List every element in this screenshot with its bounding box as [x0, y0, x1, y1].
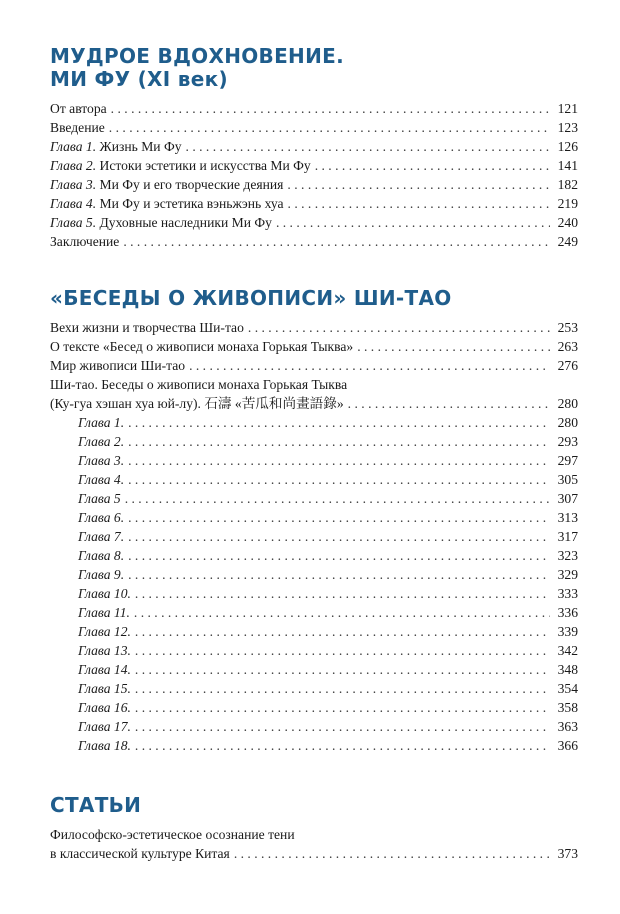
toc-entry-row [50, 394, 578, 413]
chapter-number: Глава 3. [78, 453, 125, 468]
toc-entry-label-line2: в классической культуре Китая [50, 846, 230, 861]
toc-page-number: 323 [557, 548, 578, 563]
toc-entry-label [78, 698, 131, 717]
toc-entry[interactable] [50, 622, 578, 641]
dot-leader [123, 232, 550, 251]
toc-entry[interactable] [50, 679, 578, 698]
chapter-number: Глава 7. [78, 529, 125, 544]
toc-page-number: 141 [557, 158, 578, 173]
toc-entry-label [78, 641, 131, 660]
dot-leader [357, 337, 550, 356]
toc-entry[interactable] [50, 660, 578, 679]
toc-entry-label [50, 118, 105, 137]
toc-list [50, 99, 578, 251]
toc-entry-label [50, 194, 284, 213]
chapter-number: Глава 1. [50, 139, 97, 154]
toc-page-number: 126 [557, 139, 578, 154]
section-heading [50, 45, 578, 91]
toc-page-number: 317 [557, 529, 578, 544]
toc-entry[interactable] [50, 318, 578, 337]
toc-entry[interactable] [50, 213, 578, 232]
toc-entry[interactable] [50, 118, 578, 137]
toc-page-number: 280 [557, 396, 578, 411]
toc-entry-text: Мир живописи Ши-тао [50, 358, 186, 373]
dot-leader [186, 137, 550, 156]
toc-entry[interactable] [50, 489, 578, 508]
dot-leader [111, 99, 550, 118]
chapter-number: Глава 6. [78, 510, 125, 525]
toc-entry-label [78, 736, 131, 755]
toc-entry-label [50, 99, 107, 118]
toc-list [50, 825, 578, 863]
toc-page-number: 313 [557, 510, 578, 525]
toc-entry[interactable] [50, 99, 578, 118]
section-heading: «БЕСЕДЫ О ЖИВОПИСИ» ШИ-ТАО [50, 286, 452, 310]
toc-entry-text: Введение [50, 120, 105, 135]
toc-entry-label [50, 156, 311, 175]
toc-entry[interactable] [50, 641, 578, 660]
dot-leader [134, 603, 550, 622]
toc-entry[interactable] [50, 565, 578, 584]
dot-leader [135, 641, 550, 660]
toc-page-number: 366 [557, 738, 578, 753]
toc-entry-text: Истоки эстетики и искусства Ми Фу [96, 158, 311, 173]
dot-leader [128, 565, 550, 584]
toc-entry[interactable] [50, 508, 578, 527]
toc-page-number: 342 [557, 643, 578, 658]
toc-entry-label [78, 622, 131, 641]
chapter-number: Глава 10. [78, 586, 131, 601]
toc-entry[interactable] [50, 356, 578, 375]
dot-leader [189, 356, 550, 375]
toc-entry-text: Ми Фу и эстетика вэньжэнь хуа [96, 196, 284, 211]
toc-entry-label [78, 717, 131, 736]
toc-page-number: 293 [557, 434, 578, 449]
toc-entry-label [50, 175, 283, 194]
toc-entry-text: Вехи жизни и творчества Ши-тао [50, 320, 244, 335]
dot-leader [135, 660, 550, 679]
dot-leader [135, 698, 550, 717]
dot-leader [135, 679, 550, 698]
heading-line-1: МУДРОЕ ВДОХНОВЕНИЕ. [50, 44, 344, 68]
chapter-number: Глава 14. [78, 662, 131, 677]
chapter-number: Глава 8. [78, 548, 125, 563]
dot-leader [128, 413, 550, 432]
toc-entry-multiline[interactable] [50, 825, 578, 863]
chapter-number: Глава 2. [78, 434, 125, 449]
dot-leader [276, 213, 550, 232]
toc-entry-multiline[interactable] [50, 375, 578, 413]
toc-page-number: 363 [557, 719, 578, 734]
dot-leader [248, 318, 550, 337]
toc-entry-row [50, 844, 578, 863]
toc-entry-label [78, 565, 124, 584]
dot-leader [348, 394, 550, 413]
section-shi-tao [50, 287, 578, 755]
section-articles [50, 794, 578, 863]
chapter-number: Глава 5 [78, 491, 121, 506]
toc-entry-label [78, 603, 130, 622]
toc-entry[interactable] [50, 175, 578, 194]
toc-entry[interactable] [50, 232, 578, 251]
dot-leader [128, 451, 550, 470]
toc-entry[interactable] [50, 603, 578, 622]
toc-page-number: 305 [557, 472, 578, 487]
toc-page-number: 348 [557, 662, 578, 677]
toc-page-number: 276 [557, 358, 578, 373]
toc-page-number: 253 [557, 320, 578, 335]
toc-entry[interactable] [50, 451, 578, 470]
dot-leader [234, 844, 550, 863]
dot-leader [128, 546, 550, 565]
toc-entry-label [78, 413, 124, 432]
toc-page-number: 358 [557, 700, 578, 715]
dot-leader [128, 508, 550, 527]
toc-page-number: 219 [557, 196, 578, 211]
toc-entry-label [50, 318, 244, 337]
toc-entry[interactable] [50, 527, 578, 546]
toc-entry[interactable] [50, 194, 578, 213]
toc-entry-text: От автора [50, 101, 107, 116]
toc-entry-text: Ми Фу и его творческие деяния [96, 177, 284, 192]
section-mi-fu [50, 45, 578, 251]
toc-entry[interactable] [50, 698, 578, 717]
dot-leader [109, 118, 550, 137]
toc-entry-label [50, 137, 182, 156]
toc-entry-label-line2: (Ку-гуа хэшан хуа юй-лу). 石濤 «苦瓜和尚畫語錄» [50, 396, 344, 411]
chapter-number: Глава 5. [50, 215, 97, 230]
chapter-number: Глава 11. [78, 605, 130, 620]
toc-entry[interactable] [50, 413, 578, 432]
toc-entry[interactable] [50, 156, 578, 175]
dot-leader [128, 470, 550, 489]
toc-page-number: 263 [557, 339, 578, 354]
toc-page-number: 333 [557, 586, 578, 601]
toc-entry-label [78, 451, 124, 470]
dot-leader [135, 584, 550, 603]
toc-entry[interactable] [50, 337, 578, 356]
chapter-list [50, 413, 578, 755]
toc-entry[interactable] [50, 717, 578, 736]
toc-entry-label [50, 232, 119, 251]
toc-page-number: 240 [557, 215, 578, 230]
chapter-number: Глава 4. [50, 196, 97, 211]
dot-leader [128, 432, 550, 451]
toc-page-number: 336 [557, 605, 578, 620]
chapter-number: Глава 2. [50, 158, 97, 173]
toc-page-number: 329 [557, 567, 578, 582]
toc-page-number: 280 [557, 415, 578, 430]
toc-entry-label-line1: Ши-тао. Беседы о живописи монаха Горькая Тыква [50, 377, 348, 392]
dot-leader [135, 717, 550, 736]
toc-page-number: 182 [557, 177, 578, 192]
toc-entry[interactable] [50, 584, 578, 603]
dot-leader [287, 175, 550, 194]
toc-entry-label [78, 584, 131, 603]
heading-line-2: МИ ФУ (XI век) [50, 67, 228, 91]
toc-page-number: 339 [557, 624, 578, 639]
chapter-number: Глава 1. [78, 415, 125, 430]
toc-entry-label [78, 546, 124, 565]
dot-leader [288, 194, 550, 213]
toc-entry-label [78, 660, 131, 679]
toc-entry-label [78, 527, 124, 546]
toc-entry-label [78, 432, 124, 451]
section-heading: СТАТЬИ [50, 793, 142, 817]
chapter-number: Глава 12. [78, 624, 131, 639]
toc-entry-label-line1: Философско-эстетическое осознание тени [50, 827, 295, 842]
chapter-number: Глава 3. [50, 177, 97, 192]
dot-leader [128, 527, 550, 546]
toc-entry[interactable] [50, 470, 578, 489]
toc-entry[interactable] [50, 736, 578, 755]
dot-leader [135, 736, 550, 755]
toc-page-number: 123 [557, 120, 578, 135]
toc-entry-label [78, 470, 124, 489]
toc-entry-text: Духовные наследники Ми Фу [96, 215, 272, 230]
toc-entry[interactable] [50, 432, 578, 451]
toc-page-number: 249 [557, 234, 578, 249]
dot-leader [125, 489, 550, 508]
chapter-number: Глава 9. [78, 567, 125, 582]
dot-leader [315, 156, 550, 175]
toc-entry-label [50, 213, 272, 232]
chapter-number: Глава 4. [78, 472, 125, 487]
toc-entry-label [78, 489, 121, 508]
toc-page-number: 297 [557, 453, 578, 468]
chapter-number: Глава 16. [78, 700, 131, 715]
toc-entry[interactable] [50, 546, 578, 565]
toc-list [50, 318, 578, 375]
toc-entry-label [50, 356, 185, 375]
toc-entry-text: Заключение [50, 234, 120, 249]
toc-page-number: 121 [557, 101, 578, 116]
toc-entry-label [78, 679, 131, 698]
toc-entry-label [50, 337, 353, 356]
toc-entry-text: Жизнь Ми Фу [96, 139, 182, 154]
toc-entry[interactable] [50, 137, 578, 156]
toc-page-number: 307 [557, 491, 578, 506]
chapter-number: Глава 15. [78, 681, 131, 696]
toc-entry-text: О тексте «Бесед о живописи монаха Горькая Тыква» [50, 339, 354, 354]
chapter-number: Глава 17. [78, 719, 131, 734]
chapter-number: Глава 18. [78, 738, 131, 753]
chapter-number: Глава 13. [78, 643, 131, 658]
toc-entry-label [78, 508, 124, 527]
dot-leader [135, 622, 550, 641]
toc-page-number: 354 [557, 681, 578, 696]
toc-page-number: 373 [557, 846, 578, 861]
